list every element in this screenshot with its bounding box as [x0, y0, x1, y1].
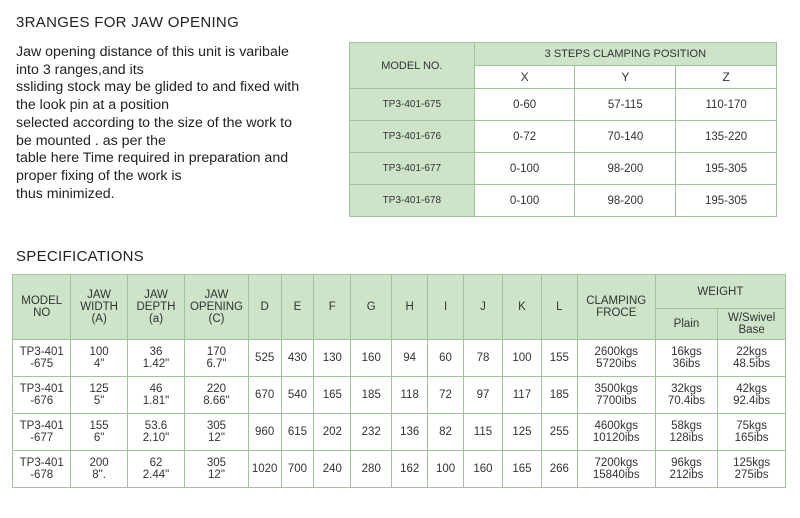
description-line: the look pin at a position: [16, 97, 170, 114]
depth-cell: 62 2.44": [127, 451, 184, 488]
width-cell: 155 6": [71, 414, 127, 451]
model-cell: TP3-401-675: [350, 89, 475, 121]
plain-weight-cell: 32kgs 70.4ibs: [655, 377, 718, 414]
y-cell: 98-200: [575, 153, 676, 185]
width-cell: 100 4": [71, 340, 127, 377]
description-line: proper fixing of the work is: [16, 167, 182, 184]
width-cell: 125 5": [71, 377, 127, 414]
f-cell: 165: [314, 377, 351, 414]
i-cell: 82: [428, 414, 464, 451]
description-line: ssliding stock may be glided to and fixed with: [16, 79, 300, 96]
table-row: [350, 89, 777, 121]
opening-cell: 170 6.7": [185, 340, 249, 377]
description-line: Jaw opening distance of this unit is varibale: [16, 44, 289, 60]
model-cell: TP3-401 -677: [13, 414, 71, 451]
e-cell: 540: [281, 377, 314, 414]
x-cell: 0-100: [474, 153, 575, 185]
e-cell: 430: [281, 340, 314, 377]
table-row: [13, 377, 786, 414]
l-cell: 185: [541, 377, 577, 414]
k-cell: 125: [502, 414, 541, 451]
table-row: [350, 153, 777, 185]
h-cell: 118: [392, 377, 428, 414]
l-cell: 255: [541, 414, 577, 451]
g-header: G: [351, 275, 392, 340]
table-row: [13, 340, 786, 377]
d-cell: 960: [248, 414, 281, 451]
l-cell: 266: [541, 451, 577, 488]
description-line: table here Time required in preparation and: [16, 150, 289, 167]
plain-weight-cell: 58kgs 128ibs: [655, 414, 718, 451]
f-cell: 202: [314, 414, 351, 451]
clamping-position-header: 3 STEPS CLAMPING POSITION: [474, 43, 776, 66]
swivel-weight-cell: 22kgs 48.5ibs: [718, 340, 786, 377]
table-row: [350, 185, 777, 217]
description-line: selected according to the size of the work to: [16, 114, 293, 131]
jaw-opening-description: [16, 44, 346, 203]
section-title-specifications: SPECIFICATIONS: [16, 248, 145, 265]
z-cell: 195-305: [676, 185, 777, 217]
force-cell: 4600kgs 10120ibs: [577, 414, 655, 451]
x-cell: 0-72: [474, 121, 575, 153]
weight-header: WEIGHT: [655, 275, 785, 309]
y-cell: 70-140: [575, 121, 676, 153]
h-header: H: [392, 275, 428, 340]
plain-weight-cell: 16kgs 36ibs: [655, 340, 718, 377]
g-cell: 280: [351, 451, 392, 488]
i-header: I: [428, 275, 464, 340]
i-cell: 100: [428, 451, 464, 488]
h-cell: 162: [392, 451, 428, 488]
column-header-x: X: [474, 66, 575, 89]
l-cell: 155: [541, 340, 577, 377]
f-cell: 240: [314, 451, 351, 488]
depth-cell: 36 1.42": [127, 340, 184, 377]
opening-cell: 220 8.66": [185, 377, 249, 414]
specifications-table: [12, 274, 786, 488]
swivel-weight-cell: 125kgs 275ibs: [718, 451, 786, 488]
opening-cell: 305 12": [185, 451, 249, 488]
f-header: F: [314, 275, 351, 340]
k-cell: 100: [502, 340, 541, 377]
force-cell: 7200kgs 15840ibs: [577, 451, 655, 488]
d-header: D: [248, 275, 281, 340]
x-cell: 0-60: [474, 89, 575, 121]
jaw-depth-header: JAW DEPTH (a): [127, 275, 184, 340]
i-cell: 72: [428, 377, 464, 414]
jaw-opening-header: JAW OPENING (C): [185, 275, 249, 340]
k-cell: 117: [502, 377, 541, 414]
plain-header: Plain: [655, 309, 718, 340]
column-header-y: Y: [575, 66, 676, 89]
f-cell: 130: [314, 340, 351, 377]
model-cell: TP3-401-676: [350, 121, 475, 153]
table-row: [13, 414, 786, 451]
table-row: [13, 451, 786, 488]
d-cell: 1020: [248, 451, 281, 488]
z-cell: 135-220: [676, 121, 777, 153]
h-cell: 136: [392, 414, 428, 451]
g-cell: 232: [351, 414, 392, 451]
i-cell: 60: [428, 340, 464, 377]
force-cell: 2600kgs 5720ibs: [577, 340, 655, 377]
g-cell: 160: [351, 340, 392, 377]
force-cell: 3500kgs 7700ibs: [577, 377, 655, 414]
jaw-width-header: JAW WIDTH (A): [71, 275, 127, 340]
d-cell: 670: [248, 377, 281, 414]
description-line: thus minimized.: [16, 185, 115, 202]
clamping-position-table: [349, 42, 777, 217]
k-header: K: [502, 275, 541, 340]
model-no-header: MODEL NO.: [350, 43, 475, 89]
plain-weight-cell: 96kgs 212ibs: [655, 451, 718, 488]
z-cell: 195-305: [676, 153, 777, 185]
j-cell: 78: [464, 340, 503, 377]
y-cell: 98-200: [575, 185, 676, 217]
d-cell: 525: [248, 340, 281, 377]
l-header: L: [541, 275, 577, 340]
width-cell: 200 8".: [71, 451, 127, 488]
model-cell: TP3-401 -678: [13, 451, 71, 488]
j-cell: 160: [464, 451, 503, 488]
z-cell: 110-170: [676, 89, 777, 121]
model-cell: TP3-401 -676: [13, 377, 71, 414]
x-cell: 0-100: [474, 185, 575, 217]
clamping-force-header: CLAMPING FROCE: [577, 275, 655, 340]
depth-cell: 46 1.81": [127, 377, 184, 414]
j-cell: 97: [464, 377, 503, 414]
k-cell: 165: [502, 451, 541, 488]
swivel-weight-cell: 75kgs 165ibs: [718, 414, 786, 451]
description-line: into 3 ranges,and its: [16, 61, 144, 78]
column-header-z: Z: [676, 66, 777, 89]
description-line: be mounted . as per the: [16, 132, 166, 149]
y-cell: 57-115: [575, 89, 676, 121]
j-cell: 115: [464, 414, 503, 451]
swivel-weight-cell: 42kgs 92.4ibs: [718, 377, 786, 414]
h-cell: 94: [392, 340, 428, 377]
model-cell: TP3-401-678: [350, 185, 475, 217]
e-cell: 615: [281, 414, 314, 451]
model-cell: TP3-401-677: [350, 153, 475, 185]
section-title-jaw-opening: 3RANGES FOR JAW OPENING: [16, 14, 240, 31]
depth-cell: 53.6 2.10": [127, 414, 184, 451]
e-header: E: [281, 275, 314, 340]
model-header: MODEL NO: [13, 275, 71, 340]
swivel-base-header: W/Swivel Base: [718, 309, 786, 340]
model-cell: TP3-401 -675: [13, 340, 71, 377]
opening-cell: 305 12": [185, 414, 249, 451]
g-cell: 185: [351, 377, 392, 414]
e-cell: 700: [281, 451, 314, 488]
j-header: J: [464, 275, 503, 340]
table-row: [350, 121, 777, 153]
